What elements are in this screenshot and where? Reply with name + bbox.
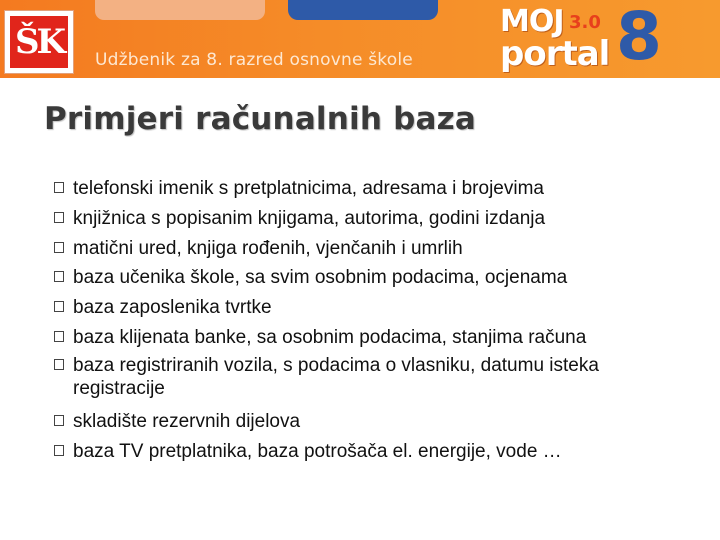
bullet-item — [52, 323, 692, 353]
textbook-subtitle: Udžbenik za 8. razred osnovne škole — [95, 50, 413, 70]
brand-grade: 8 — [616, 0, 662, 75]
checkbox-square-icon — [54, 271, 64, 282]
bullet-text: baza TV pretplatnika, baza potrošača el. energije, vode … — [73, 440, 562, 462]
bullet-text: baza učenika škole, sa svim osobnim podacima, ocjenama — [73, 267, 568, 289]
checkbox-square-icon — [54, 331, 64, 342]
checkbox-square-icon — [54, 182, 64, 193]
bullet-item — [52, 353, 692, 407]
bullet-text: baza klijenata banke, sa osobnim podacima, stanjima računa — [73, 326, 587, 348]
bullet-item — [52, 263, 692, 293]
bullet-text: baza zaposlenika tvrtke — [73, 297, 272, 319]
logo-text: ŠK — [10, 16, 68, 68]
decorative-tab-left — [95, 0, 265, 20]
checkbox-square-icon — [54, 242, 64, 253]
bullet-item — [52, 437, 692, 467]
header-banner — [0, 0, 720, 78]
bullet-item — [52, 174, 692, 204]
brand-line1: MOJ — [500, 4, 564, 39]
bullet-text: baza registriranih vozila, s podacima o vlasniku, datumu isteka registracije — [73, 354, 599, 399]
publisher-logo — [4, 10, 74, 74]
brand-line2: portal — [500, 34, 610, 74]
bullet-text: telefonski imenik s pretplatnicima, adresama i brojevima — [73, 178, 544, 199]
brand-version: 3.0 — [569, 12, 601, 33]
bullet-item — [52, 407, 692, 437]
bullet-item — [52, 293, 692, 323]
decorative-tab-right — [288, 0, 438, 20]
bullet-text: knjižnica s popisanim knjigama, autorima, godini izdanja — [73, 207, 546, 229]
bullet-text: skladište rezervnih dijelova — [73, 410, 301, 432]
checkbox-square-icon — [54, 415, 64, 426]
bullet-list — [52, 174, 692, 466]
checkbox-square-icon — [54, 301, 64, 312]
bullet-item — [52, 234, 692, 264]
moj-portal-brand — [500, 0, 715, 76]
checkbox-square-icon — [54, 212, 64, 223]
slide-title: Primjeri računalnih baza — [44, 101, 476, 137]
checkbox-square-icon — [54, 359, 64, 370]
checkbox-square-icon — [54, 445, 64, 456]
bullet-item — [52, 204, 692, 234]
bullet-text: matični ured, knjiga rođenih, vjenčanih i umrlih — [73, 237, 463, 259]
